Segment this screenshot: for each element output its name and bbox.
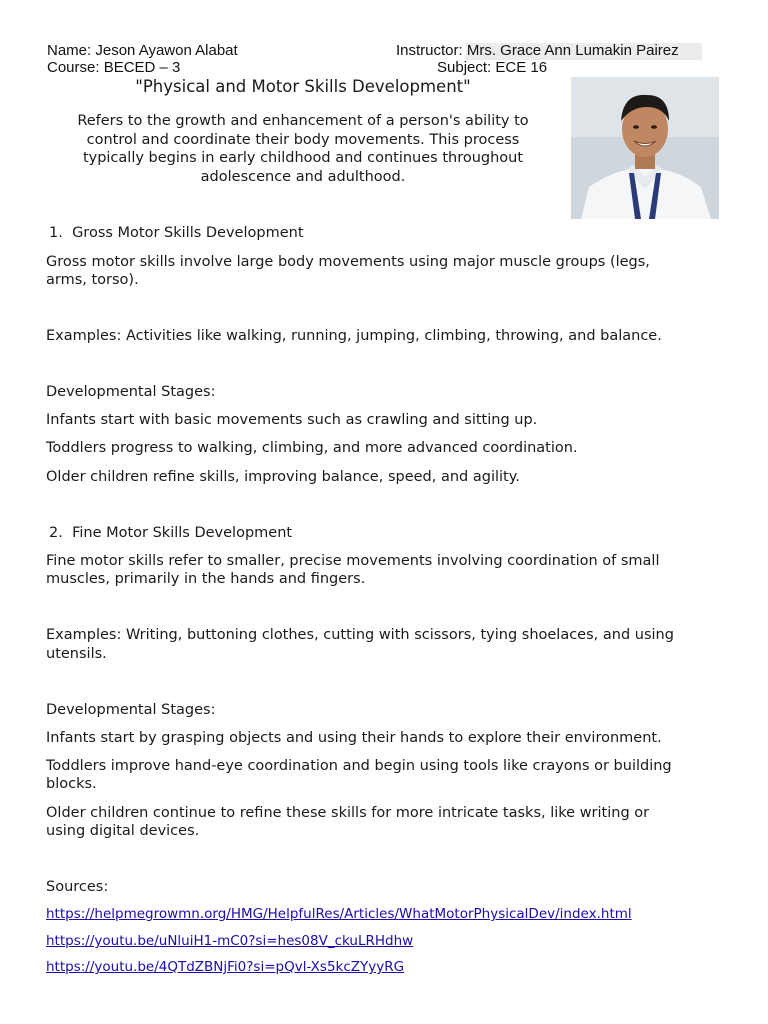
- instructor-label: Instructor:: [396, 42, 463, 59]
- gross-definition-line: arms, torso).: [46, 272, 139, 288]
- gross-stage-item: Infants start with basic movements such as crawling and sitting up.: [46, 412, 538, 428]
- source-link-item: [46, 958, 404, 977]
- fine-stage-item: blocks.: [46, 776, 97, 792]
- intro-line: adolescence and adulthood.: [200, 168, 406, 185]
- fine-stages-label: Developmental Stages:: [46, 702, 216, 718]
- fine-stage-item: Older children continue to refine these skills for more intricate tasks, like writing or: [46, 805, 650, 821]
- section-number: 1.: [49, 225, 63, 241]
- fine-stage-item: Infants start by grasping objects and using their hands to explore their environment.: [46, 730, 662, 746]
- student-name: Name: Jeson Ayawon Alabat: [47, 42, 238, 59]
- gross-stage-item: Toddlers progress to walking, climbing, and more advanced coordination.: [46, 440, 578, 456]
- gross-stages-label: Developmental Stages:: [46, 384, 216, 400]
- section-2-heading: [49, 524, 292, 543]
- instructor-name: Mrs. Grace Ann Lumakin Pairez: [466, 42, 679, 59]
- gross-examples: Examples: Activities like walking, running, jumping, climbing, throwing, and balance.: [46, 328, 662, 344]
- gross-definition-line: Gross motor skills involve large body movements using major muscle groups (legs,: [46, 254, 650, 270]
- fine-examples-line: utensils.: [46, 646, 107, 662]
- instructor-field: [396, 42, 679, 59]
- portrait-illustration: [571, 77, 719, 219]
- fine-examples-line: Examples: Writing, buttoning clothes, cutting with scissors, tying shoelaces, and using: [46, 627, 674, 643]
- section-heading-text: Gross Motor Skills Development: [72, 225, 304, 241]
- source-link[interactable]: https://youtu.be/4QTdZBNjFi0?si=pQvl-Xs5kcZYyyRG: [46, 959, 405, 975]
- intro-line: typically begins in early childhood and continues throughout: [82, 150, 524, 166]
- fine-stage-item: using digital devices.: [46, 823, 200, 839]
- intro-line: Refers to the growth and enhancement of a person's ability to: [77, 113, 529, 129]
- gross-stage-item: Older children refine skills, improving balance, speed, and agility.: [46, 469, 520, 485]
- student-photo: [571, 77, 719, 219]
- fine-definition-line: Fine motor skills refer to smaller, precise movements involving coordination of small: [46, 553, 660, 569]
- intro-paragraph: [58, 112, 548, 186]
- section-heading-text: Fine Motor Skills Development: [72, 525, 293, 541]
- source-link[interactable]: https://helpmegrowmn.org/HMG/HelpfulRes/Articles/WhatMotorPhysicalDev/index.html: [46, 906, 632, 922]
- subject: Subject: ECE 16: [437, 59, 548, 76]
- section-1-heading: [49, 224, 304, 243]
- document-title: "Physical and Motor Skills Development": [135, 77, 471, 96]
- course: Course: BECED – 3: [47, 59, 181, 76]
- source-link-item: [46, 905, 632, 924]
- sources-label: Sources:: [46, 879, 109, 895]
- section-number: 2.: [49, 525, 63, 541]
- source-link-item: [46, 932, 413, 951]
- intro-line: control and coordinate their body movements. This process: [86, 131, 520, 148]
- source-link[interactable]: https://youtu.be/uNluiH1-mC0?si=hes08V_ckuLRHdhw: [46, 933, 414, 949]
- fine-definition-line: muscles, primarily in the hands and fingers.: [46, 571, 366, 587]
- fine-stage-item: Toddlers improve hand-eye coordination and begin using tools like crayons or building: [46, 758, 672, 774]
